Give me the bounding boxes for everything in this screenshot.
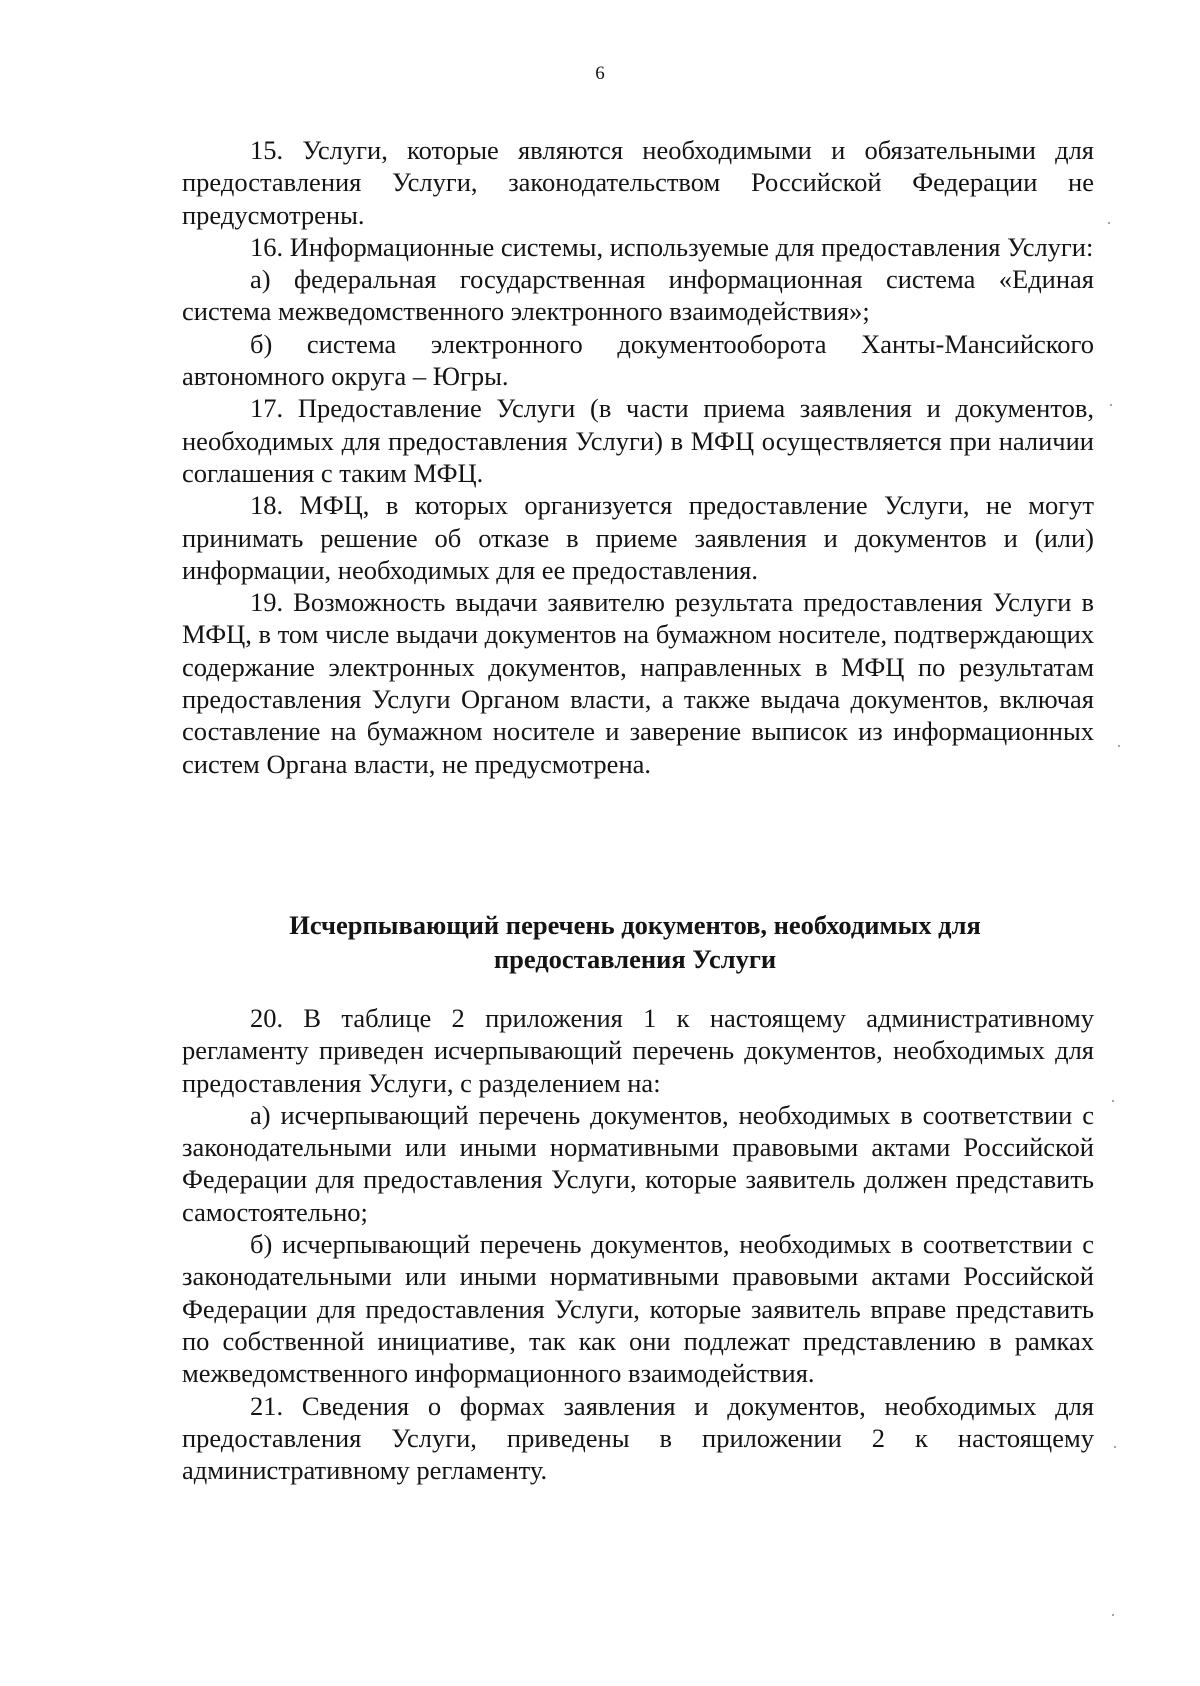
paragraph-20-a: а) исчерпывающий перечень документов, необходимых в соответствии с законодательными или иными нормативными правовыми актами Российской Федерации для предоставления Услуги, которые заявитель должен представить самостоятельно;	[182, 1099, 1094, 1227]
paragraph-17: 17. Предоставление Услуги (в части приема заявления и документов, необходимых для предоставления Услуги) в МФЦ осуществляется при наличии соглашения с таким МФЦ.	[182, 393, 1094, 488]
paragraph-21: 21. Сведения о формах заявления и документов, необходимых для предоставления Услуги, приведены в приложении 2 к настоящему административному регламенту.	[182, 1390, 1094, 1486]
body-section-bottom	[182, 1002, 1094, 1486]
scan-speck	[1112, 1100, 1114, 1102]
scan-speck	[1108, 222, 1110, 224]
paragraph-19: 19. Возможность выдачи заявителю результата предоставления Услуги в МФЦ, в том числе выдачи документов на бумажном носителе, подтверждающих содержание электронных документов, направленных в МФЦ по результатам предоставления Услуги Органом власти, а также выдача документов, включая составление на бумажном носителе и заверение выписок из информационных систем Органа власти, не предусмотрена.	[182, 587, 1094, 779]
scan-speck	[1112, 1614, 1114, 1616]
paragraph-18: 18. МФЦ, в которых организуется предоставление Услуги, не могут принимать решение об отказе в приеме заявления и документов и (или) информации, необходимых для ее предоставления.	[182, 490, 1094, 585]
paragraph-15: 15. Услуги, которые являются необходимыми и обязательными для предоставления Услуги, законодательством Российской Федерации не предусмотрены.	[182, 135, 1094, 230]
paragraph-16-b: б) система электронного документооборота Ханты-Мансийского автономного округа – Югры.	[182, 328, 1094, 392]
section-heading	[240, 908, 1030, 976]
scan-speck	[1114, 1446, 1116, 1448]
paragraph-20: 20. В таблице 2 приложения 1 к настоящему административному регламенту приведен исчерпывающий перечень документов, необходимых для предоставления Услуги, с разделением на:	[182, 1003, 1094, 1098]
paragraph-16-a: а) федеральная государственная информационная система «Единая система межведомственного электронного взаимодействия»;	[182, 264, 1094, 327]
page-number: 6	[595, 63, 605, 84]
section-heading-line-2: предоставления Услуги	[493, 944, 777, 974]
section-heading-line-1: Исчерпывающий перечень документов, необходимых для	[289, 910, 981, 940]
scan-speck	[1118, 745, 1120, 747]
paragraph-20-b: б) исчерпывающий перечень документов, необходимых в соответствии с законодательными или иными нормативными правовыми актами Российской Федерации для предоставления Услуги, которые заявитель вправе представить по собственной инициативе, так как они подлежат представлению в рамках межведомственного информационного взаимодействия.	[182, 1229, 1094, 1389]
body-section-top	[182, 134, 1094, 780]
paragraph-16: 16. Информационные системы, используемые для предоставления Услуги:	[250, 231, 1094, 262]
scan-speck	[1110, 404, 1112, 406]
